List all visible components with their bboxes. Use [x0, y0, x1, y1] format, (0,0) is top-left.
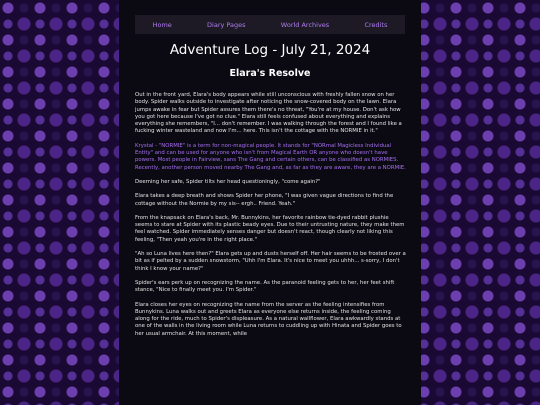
story-paragraph: Elara closes her eyes on recognizing the name from the server as the feeling intensifies from Bunnykins. Luna walks out and greets Elara as everyone else returns inside, the feeling coming along for the ride, much to Spider's displeasure. As a natural wallflower, Elara awkwardly stands at one of the walls in the living room while Luna returns to cuddling up with Hinata and Spider goes to her usual armchair. At this moment, while	[135, 301, 402, 337]
story-paragraph: Spider's ears perk up on recognizing the name. As the paranoid feeling gets to her, her feet shift stance, "Nice to finally meet you. I'm Spider."	[135, 279, 395, 294]
page-title: Adventure Log - July 21, 2024	[169, 42, 371, 58]
story-paragraph: Deeming her safe, Spider tilts her head questioningly, "come again?"	[135, 178, 321, 185]
nav-link-credits[interactable]: Credits	[364, 20, 388, 29]
top-nav	[135, 15, 405, 34]
page-container	[119, 0, 421, 405]
story-paragraph: Out in the front yard, Elara's body appears while still unconscious with freshly fallen snow on her body. Spider walks outside to investigate after noticing the snow-covered body on the lawn. Elara jumps awake in fear but Spider assures them there's no threat, "You're at my house. Don't ask how you got here because I've got no clue." Elara still feels confused about everything and explains everything she remembers, "I... don't remember. I was walking through the forest and I found like a fucking winter wasteland and now I'm... here. This isn't the cottage with the NORMIE in it."	[135, 92, 402, 135]
nav-link-world-archives[interactable]: World Archives	[280, 20, 330, 29]
nav-link-home[interactable]: Home	[152, 20, 172, 29]
chapter-title: Elara's Resolve	[229, 68, 311, 79]
glossary-note: Krystal - "NORMIE" is a term for non-magical people. It stands for "NORmal Magicless Individual Entity" and can be used for anyone who isn't from Magical Earth OR anyone who doesn't have powers. Most people in Fairview, sans The Gang and certain others, can be classified as NORMIES. Recently, another person moved nearby The Gang and, as far as they are aware, they are a NORMIE.	[135, 142, 406, 171]
nav-link-diary-pages[interactable]: Diary Pages	[207, 20, 246, 29]
story-content	[135, 92, 407, 345]
story-paragraph: From the knapsack on Elara's back, Mr. Bunnykins, her favorite rainbow tie-dyed rabbit plushie seems to stare at Spider with its plastic beady eyes. Due to their untrusting nature, they make them feel watched. Spider immediately senses danger but doesn't react, though clearly not liking this feeling, "Then yeah you're in the right place."	[135, 214, 405, 243]
story-paragraph: "Ah so Luna lives here then?" Elara gets up and dusts herself off. Her hair seems to be frosted over a bit as if pelted by a sudden snowstorm, "Uhh I'm Elara. It's nice to meet you uhhh... s-sorry, I don't think I know your name?"	[135, 251, 406, 272]
story-paragraph: Elara takes a deep breath and shows Spider her phone, "I was given vague directions to find the cottage without the Normie by my sis-- ergh.. Friend. Yeah."	[135, 193, 394, 207]
